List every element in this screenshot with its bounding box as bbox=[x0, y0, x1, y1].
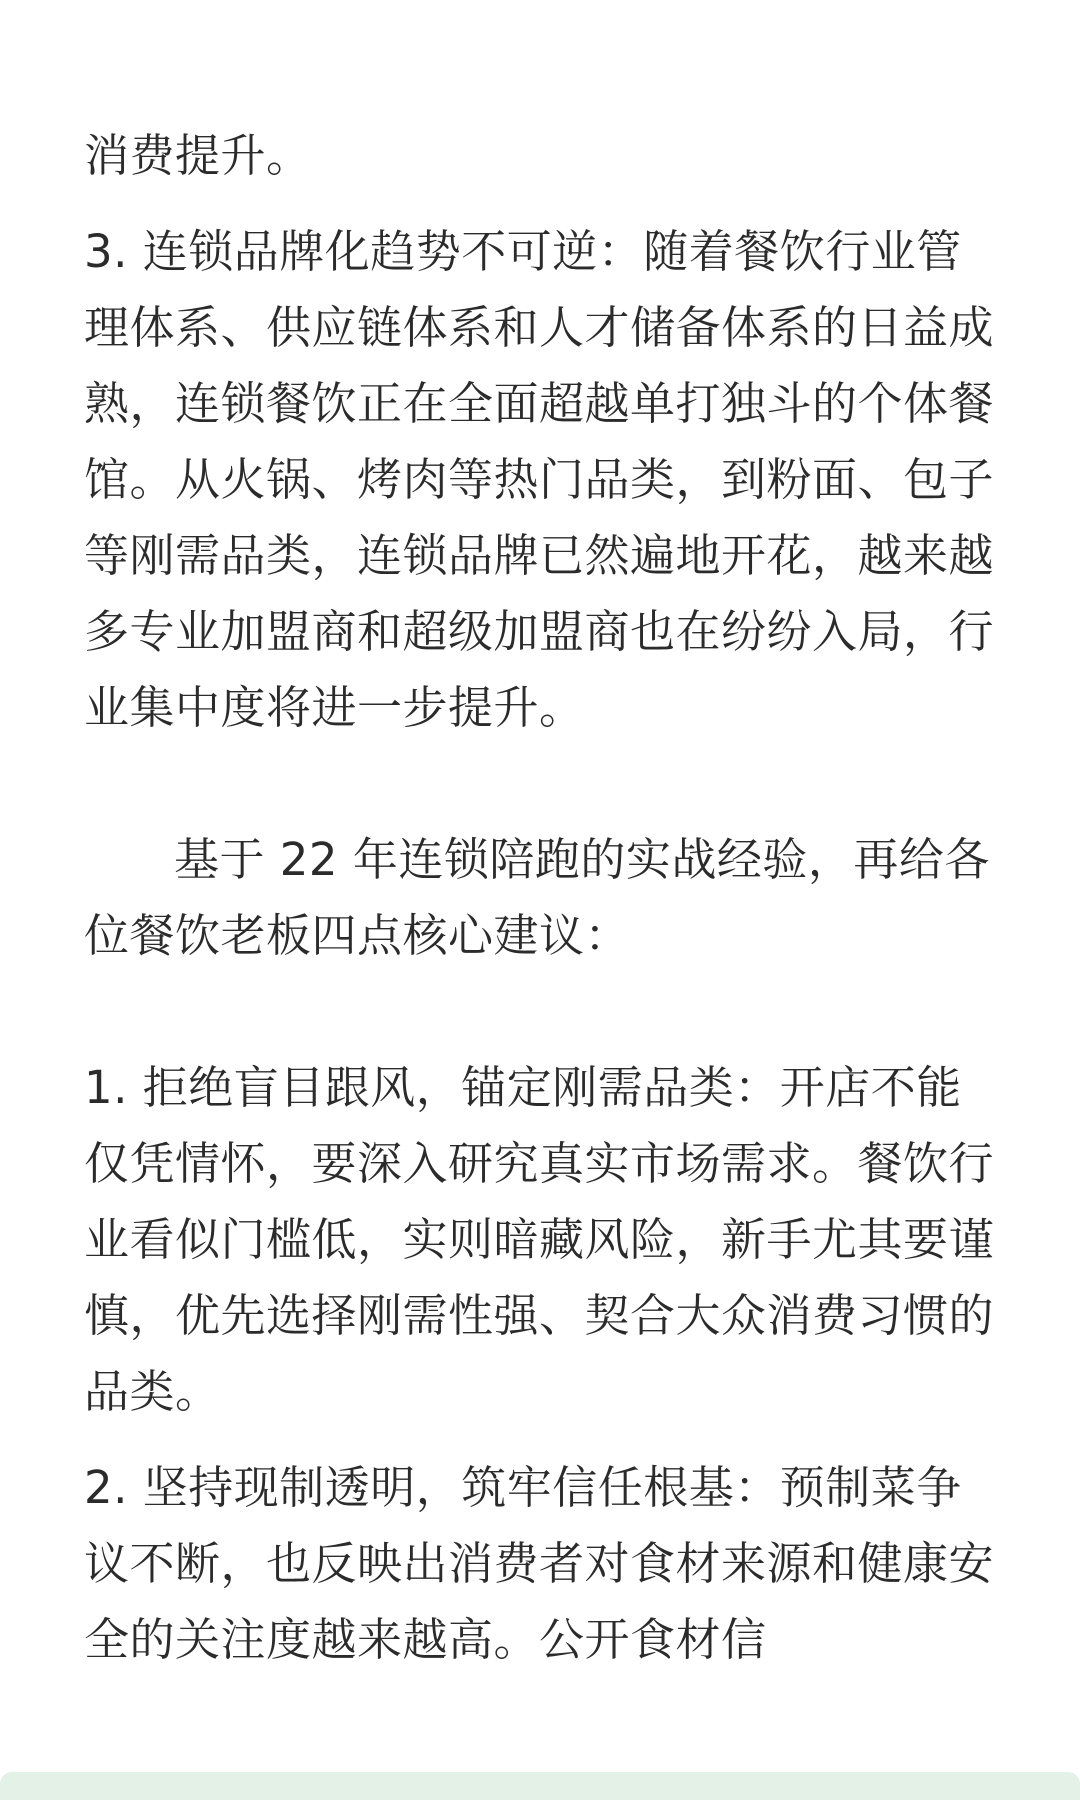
paragraph-spacer bbox=[84, 746, 996, 822]
bottom-decorative-strip bbox=[0, 1772, 1080, 1800]
paragraph-advice-intro: 基于 22 年连锁陪跑的实战经验，再给各位餐饮老板四点核心建议： bbox=[84, 833, 990, 962]
paragraph-spacer bbox=[84, 194, 996, 214]
paragraph-spacer bbox=[84, 974, 996, 1050]
paragraph-spacer bbox=[84, 1430, 996, 1450]
paragraph-advice-2: 2. 坚持现制透明，筑牢信任根基：预制菜争议不断，也反映出消费者对食材来源和健康安全的关注度越来越高。公开食材信 bbox=[84, 1461, 995, 1666]
article-body bbox=[84, 118, 996, 1678]
paragraph-consumption-tail: 消费提升。 bbox=[84, 129, 312, 182]
paragraph-advice-1: 1. 拒绝盲目跟风，锚定刚需品类：开店不能仅凭情怀，要深入研究真实市场需求。餐饮行业看似门槛低，实则暗藏风险，新手尤其要谨慎，优先选择刚需性强、契合大众消费习惯的品类。 bbox=[84, 1061, 995, 1418]
paragraph-trend-3-chain-branding: 3. 连锁品牌化趋势不可逆：随着餐饮行业管理体系、供应链体系和人才储备体系的日益成熟，连锁餐饮正在全面超越单打独斗的个体餐馆。从火锅、烤肉等热门品类，到粉面、包子等刚需品类，连锁品牌已然遍地开花，越来越多专业加盟商和超级加盟商也在纷纷入局，行业集中度将进一步提升。 bbox=[84, 225, 995, 734]
